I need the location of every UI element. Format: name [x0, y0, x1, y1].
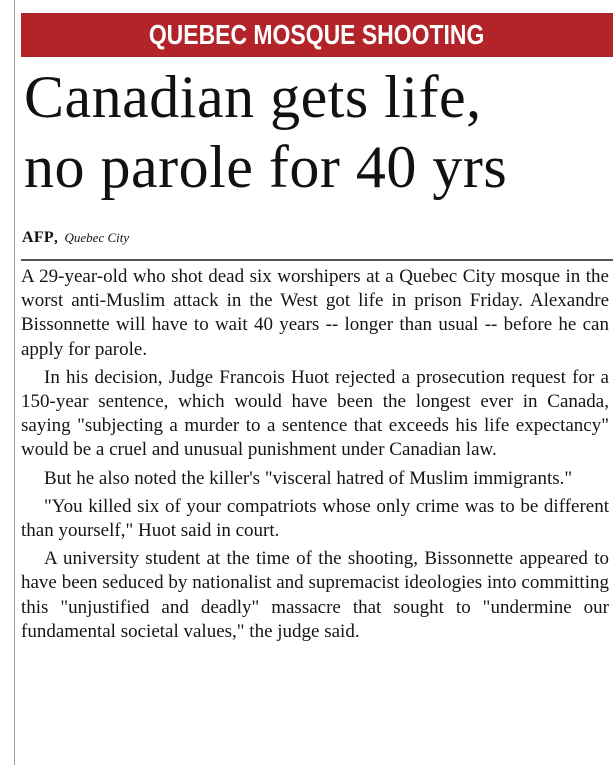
- kicker-label: QUEBEC MOSQUE SHOOTING: [149, 19, 485, 50]
- headline-line-2: no parole for 40 yrs: [24, 134, 508, 200]
- byline-place: Quebec City: [64, 230, 130, 245]
- headline: [24, 62, 616, 202]
- byline-separator: ,: [54, 230, 58, 246]
- paragraph-5: A university student at the time of the shooting, Bissonnette appeared to have been seduced by nationalist and supremacist ideologies into committing this "unjustified and deadly" massacre that sought to "undermine our fundamental societal values," the judge said.: [21, 548, 609, 642]
- divider: [21, 259, 613, 261]
- news-article: [14, 0, 612, 765]
- byline: [22, 229, 129, 247]
- article-body: [21, 265, 609, 648]
- byline-agency: AFP: [22, 229, 55, 246]
- paragraph-1: A 29-year-old who shot dead six worshipers at a Quebec City mosque in the worst anti-Muslim attack in the West got life in prison Friday. Alexandre Bissonnette will have to wait 40 years -- longer than usual -- before he can apply for parole.: [21, 266, 609, 360]
- paragraph-4: "You killed six of your compatriots whose only crime was to be different than yourself," Huot said in court.: [21, 495, 609, 542]
- section-kicker: [21, 13, 613, 57]
- paragraph-2: In his decision, Judge Francois Huot rejected a prosecution request for a 150-year sentence, which would have been the longest ever in Canada, saying "subjecting a murder to a sentence that exceeds his life expectancy" would be a cruel and unusual punishment under Canadian law.: [21, 366, 609, 461]
- headline-line-1: Canadian gets life,: [24, 64, 482, 130]
- paragraph-3: But he also noted the killer's "visceral hatred of Muslim immigrants.": [44, 467, 573, 489]
